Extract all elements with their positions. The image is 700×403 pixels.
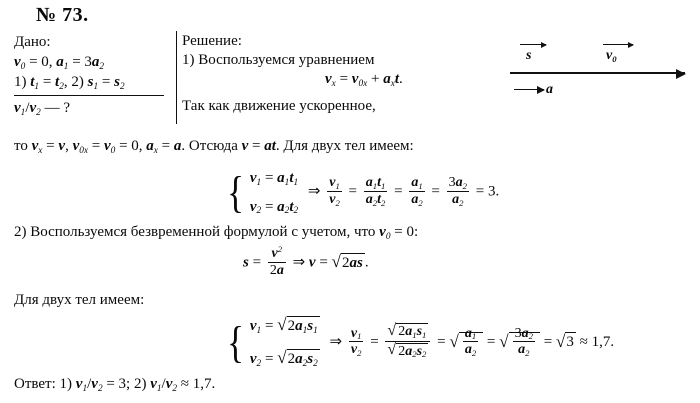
system-1-rows (250, 164, 298, 221)
system-1-row-2: $v_2 = a_2t_2$ (249, 198, 299, 217)
solution-step-1-note: Так как движение ускоренное, (182, 98, 376, 114)
solution-step-2-text: 2) Воспользуемся безвременной формулой с учетом, что $v_0 = 0$: (14, 224, 419, 242)
frac-v2-2a: $\frac{v^2}{2a}$ (269, 244, 284, 278)
system-1-brace: { (227, 167, 245, 217)
implies-symbol-2: ⇒ (292, 254, 306, 271)
motion-diagram (500, 36, 690, 102)
system-1 (225, 164, 499, 221)
frac-v1-v2: $\frac{v_1}{v_2}$ (329, 175, 340, 208)
displacement-arrow (520, 44, 546, 45)
solution-step-2-equation: s = $\frac{v^2}{2a}$ ⇒ v = √2as . (243, 244, 369, 278)
frac-3a2-a2-b: $\frac{3a_2}{a_2}$ (514, 325, 533, 359)
sqrt-symbol-3: √ (499, 331, 509, 351)
given-divider (14, 95, 164, 96)
frac-a1t1-a2t2: $\frac{a_1t_1}{a_2t_2}$ (365, 175, 386, 208)
system-2-value: 1,7 (591, 334, 611, 351)
velocity-label: $v_0$ (606, 48, 617, 64)
system-1-value: 3 (487, 183, 496, 200)
given-line-1: $v_0 = 0$, $a_1 = 3a_2$ (14, 53, 105, 72)
frac-sqrt-ratio: $\frac{√ 2a_1s_1}{√ 2a_2s_2}$ (385, 323, 430, 360)
given-block (14, 33, 174, 119)
solution-step-1-equation: $v_x = v_{0x} + a_xt$. (325, 71, 403, 89)
implies-symbol-1: ⇒ (307, 183, 321, 200)
sqrt-symbol-4: √ (555, 331, 566, 351)
frac-a1-a2-b: $\frac{a_1}{a_2}$ (464, 325, 477, 359)
solution-step-1-text: 1) Воспользуемся уравнением (182, 52, 375, 68)
system-2 (225, 310, 614, 376)
frac-v1-v2-b: $\frac{v_1}{v_2}$ (350, 325, 362, 359)
acceleration-label: a (546, 82, 553, 97)
system-2-rows (250, 310, 320, 376)
system-2-brace: { (227, 317, 245, 367)
system-2-result: ⇒ $\frac{v_1}{v_2}$ = $\frac{√ 2a_1s_1}{√ 2a_2s_2}$ = √ $\frac{a_1}{a_2}$ = √ $\frac{3a_2}{a_2}$ = √3 ≈ 1,7. (329, 322, 615, 360)
acceleration-arrow (514, 89, 544, 90)
frac-a1-a2: $\frac{a_1}{a_2}$ (411, 175, 423, 208)
solution-heading: Решение: (182, 33, 242, 49)
answer-line: Ответ: 1) $v_1/v_2 = 3$; 2) $v_1/v_2 \approx 1,7$. (14, 376, 216, 394)
solution-line-for-two-bodies: Для двух тел имеем: (14, 292, 145, 308)
system-1-row-1: $v_1 = a_1t_1$ (249, 170, 299, 188)
displacement-label: s (526, 48, 532, 63)
system-2-row-1: $v_1 = √2a_1s_1$ (249, 315, 318, 336)
frac-3a2-a2: $\frac{3a_2}{a_2}$ (448, 175, 467, 208)
solution-line-3: то $v_x = v$, $v_{0x} = v_0 = 0$, $a_x = a$. Отсюда v = at. Для двух тел имеем: (14, 138, 414, 156)
approx-symbol: ≈ (579, 334, 588, 351)
implies-symbol-3: ⇒ (329, 334, 343, 351)
sqrt-symbol-2: √ (449, 331, 459, 351)
sqrt-symbol-1: √ (331, 252, 341, 272)
axis-arrow (510, 72, 685, 74)
given-title: Дано: (14, 34, 51, 50)
given-line-2: 1) $t_1 = t_2$, 2) $s_1 = s_2$ (14, 73, 125, 92)
system-1-result: ⇒ $\frac{v_1}{v_2}$ = $\frac{a_1t_1}{a_2t_2}$ = $\frac{a_1}{a_2}$ = $\frac{3a_2}{a_2}$ = 3. (307, 175, 500, 208)
system-2-row-2: $v_2 = √2a_2s_2$ (249, 347, 318, 369)
given-find: $v_1/v_2$ — ? (14, 100, 70, 119)
velocity-arrow (603, 44, 633, 45)
problem-number: № 73. (36, 4, 89, 26)
given-vertical-rule (176, 31, 177, 124)
